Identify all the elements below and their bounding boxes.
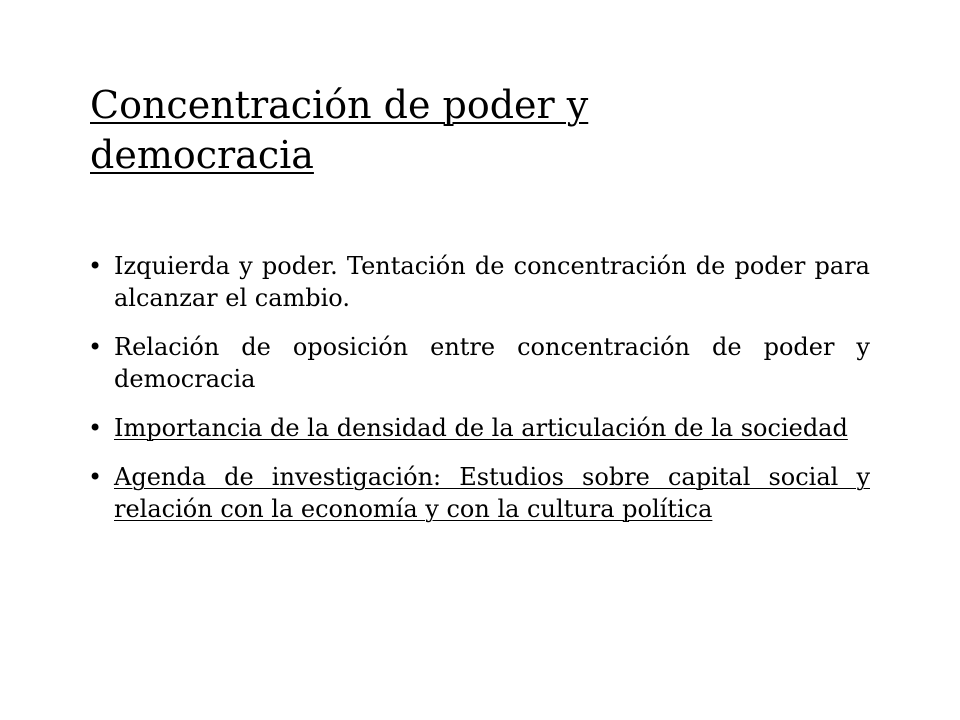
bullet-dot-icon: • — [88, 414, 103, 442]
bullet-item — [88, 461, 870, 525]
bullet-dot-icon: • — [88, 463, 103, 491]
bullet-text-link[interactable]: Importancia de la densidad de la articulación de la sociedad — [114, 414, 848, 442]
slide-title: Concentración de poder y democracia — [90, 83, 589, 177]
bullet-dot-icon: • — [88, 333, 103, 361]
bullet-dot-icon: • — [88, 252, 103, 280]
bullet-item — [88, 250, 870, 314]
bullet-item — [88, 331, 870, 395]
bullet-text: Izquierda y poder. Tentación de concentración de poder para alcanzar el cambio. — [114, 252, 870, 312]
bullet-list — [88, 250, 870, 542]
bullet-text: Relación de oposición entre concentración de poder y democracia — [114, 333, 870, 393]
bullet-text-link[interactable]: Agenda de investigación: Estudios sobre capital social y relación con la economía y con la cultura política — [114, 463, 870, 523]
bullet-item — [88, 412, 870, 444]
